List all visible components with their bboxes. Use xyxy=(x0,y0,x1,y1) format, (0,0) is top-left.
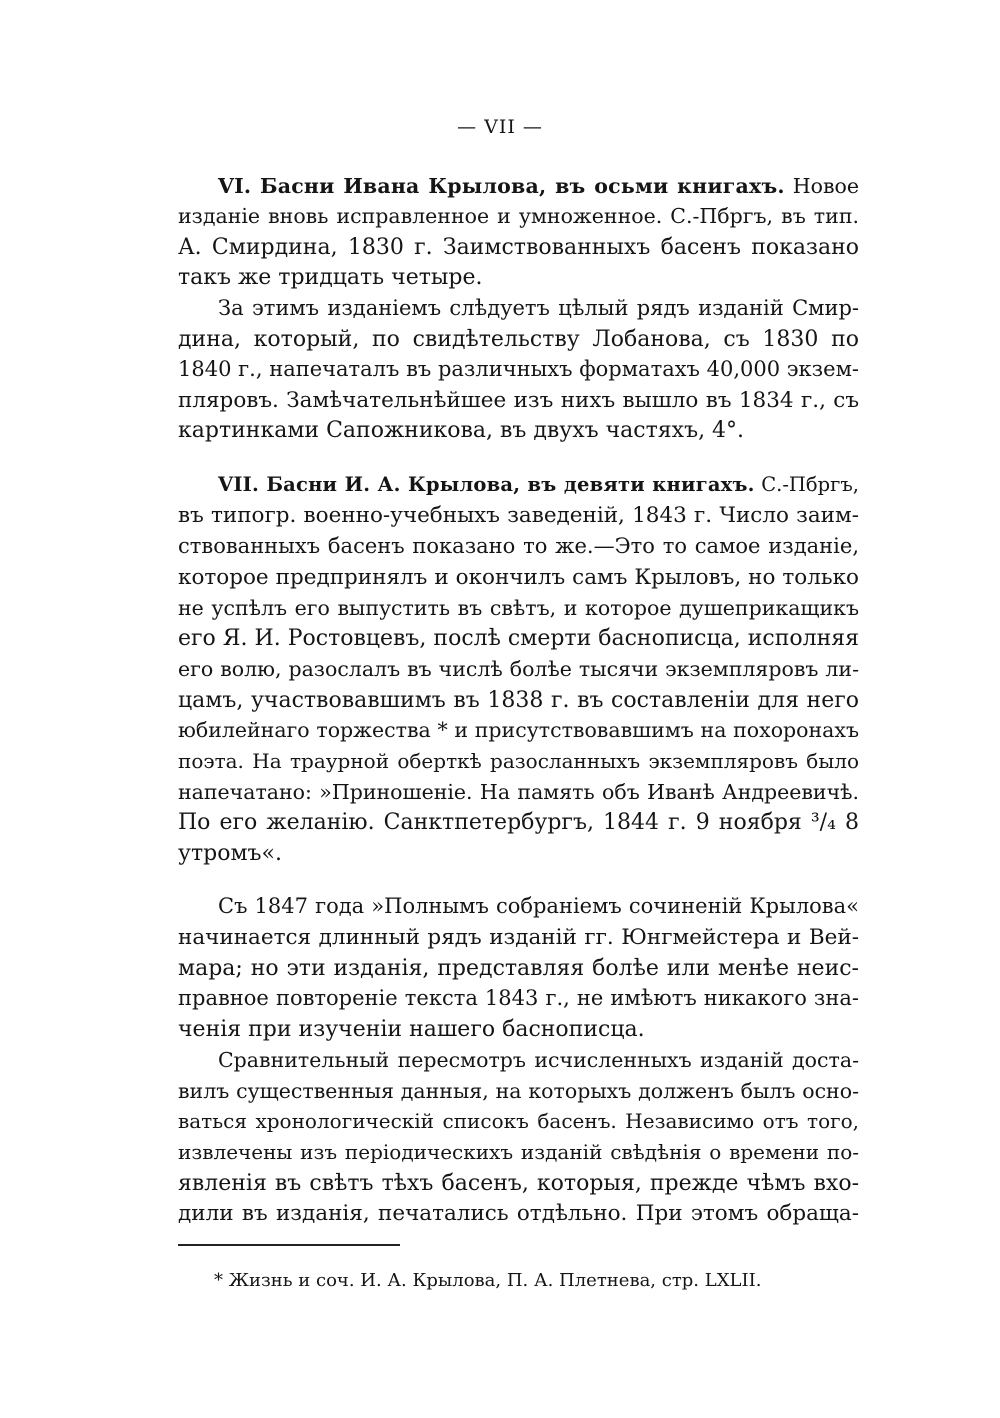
entry-vii-title: VII. Басни И. А. Крылова, въ девяти книгахъ. xyxy=(218,473,755,496)
entry-vii-line-13: утромъ«. xyxy=(178,841,283,866)
entry-vi-line-4: такъ же тридцать четыре. xyxy=(178,265,483,290)
review-line-3: ваться хронологическій списокъ басенъ. Независимо отъ того, xyxy=(178,1109,859,1133)
smirdin-line-2: дина, который, по свидѣтельству Лобанова, съ 1830 по xyxy=(178,327,859,352)
review-line-1: Сравнительный пересмотръ исчисленныхъ изданій доста- xyxy=(218,1048,859,1072)
entry-vii-line-7: его волю, разослалъ въ числѣ болѣе тысячи экземпляровъ ли- xyxy=(178,657,859,681)
smirdin-line-3: 1840 г., напечаталъ въ различныхъ форматахъ 40,000 экзем- xyxy=(178,357,859,381)
entry-vii-line-5: не успѣлъ его выпустить въ свѣтъ, и которое душеприкащикъ xyxy=(178,596,859,620)
entry-vii-line-8: цамъ, участвовавшимъ въ 1838 г. въ составленіи для него xyxy=(178,688,859,713)
review-line-2: вилъ существенныя данныя, на которыхъ долженъ былъ осно- xyxy=(178,1079,859,1103)
review-line-4: извлечены изъ періодическихъ изданій свѣдѣнія о времени по- xyxy=(178,1140,859,1164)
entry-vii-line-11: напечатано: »Приношеніе. На память объ Иванѣ Андреевичѣ. xyxy=(178,780,859,804)
collected-works-line-1: Съ 1847 года »Полнымъ собраніемъ сочиненій Крылова« xyxy=(218,894,859,918)
entry-vii-line-1 xyxy=(218,470,859,499)
collected-works-line-4: правное повтореніе текста 1843 г., не имѣютъ никакого зна- xyxy=(178,986,859,1010)
smirdin-line-1: За этимъ изданіемъ слѣдуетъ цѣлый рядъ изданій Смир- xyxy=(218,296,859,320)
entry-vi-title: VI. Басни Ивана Крылова, въ осьми книгахъ. xyxy=(218,174,785,198)
entry-vii-line-10: поэта. На траурной оберткѣ разосланныхъ экземпляровъ было xyxy=(178,749,859,773)
entry-vi-line-1-rest: Новое xyxy=(792,174,859,198)
footnote: * Жизнь и соч. И. А. Крылова, П. А. Плетнева, стр. LXLII. xyxy=(214,1270,762,1291)
smirdin-line-4: пляровъ. Замѣчательнѣйшее изъ нихъ вышло въ 1834 г., съ xyxy=(178,388,859,413)
entry-vi-line-3: А. Смирдина, 1830 г. Заимствованныхъ басенъ показано xyxy=(178,235,859,260)
collected-works-line-5: ченія при изученіи нашего баснописца. xyxy=(178,1017,645,1042)
footnote-rule xyxy=(178,1244,400,1246)
entry-vii-line-4: которое предпринялъ и окончилъ самъ Крыловъ, но только xyxy=(178,565,859,590)
page-number: — VII — xyxy=(457,116,543,138)
review-line-5: явленія въ свѣтъ тѣхъ басенъ, которыя, прежде чѣмъ вхо- xyxy=(178,1171,859,1196)
entry-vii-line-3: ствованныхъ басенъ показано то же.—Это то самое изданіе, xyxy=(178,534,859,558)
entry-vi-line-2: изданіе вновь исправленное и умноженное. С.-Пбргъ, въ тип. xyxy=(178,204,859,228)
entry-vii-line-12: По его желанію. Санктпетербургъ, 1844 г. 9 ноября ³/₄ 8 xyxy=(178,810,859,835)
entry-vii-line-9: юбилейнаго торжества * и присутствовавшимъ на похоронахъ xyxy=(178,718,859,742)
entry-vii-line-2: въ типогр. военно-учебныхъ заведеній, 1843 г. Число заим- xyxy=(178,503,859,528)
smirdin-line-5: картинками Сапожникова, въ двухъ частяхъ, 4°. xyxy=(178,418,745,443)
entry-vii-line-1-rest: С.-Пбргъ, xyxy=(761,473,859,496)
collected-works-line-2: начинается длинный рядъ изданій гг. Юнгмейстера и Вей- xyxy=(178,925,859,950)
entry-vi-line-1 xyxy=(218,172,859,201)
collected-works-line-3: мара; но эти изданія, представляя болѣе или менѣе неис- xyxy=(178,956,859,981)
review-line-6: дили въ изданія, печатались отдѣльно. При этомъ обраща- xyxy=(178,1201,859,1226)
entry-vii-line-6: его Я. И. Ростовцевъ, послѣ смерти баснописца, исполняя xyxy=(178,626,860,651)
